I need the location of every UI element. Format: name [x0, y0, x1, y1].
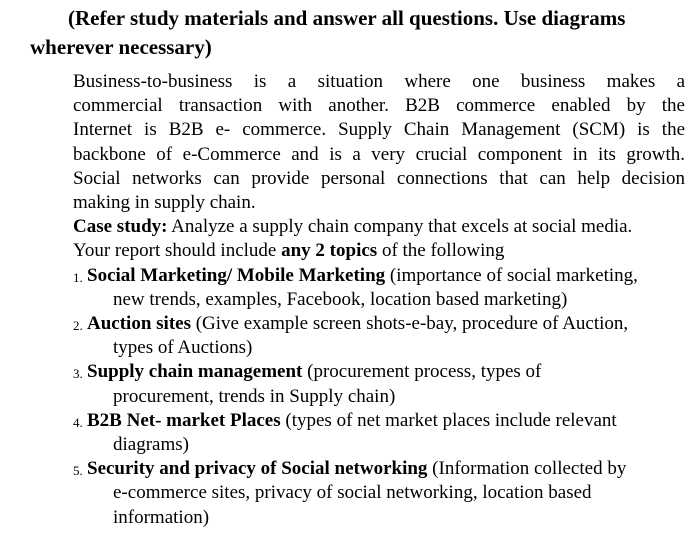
topic-detail-continued: new trends, examples, Facebook, location based marketing): [113, 288, 568, 310]
list-item: [73, 312, 685, 360]
case-study-label: Case study:: [73, 216, 168, 238]
intro-line: backbone of e-Commerce and is a very crucial component in its growth.: [73, 143, 685, 165]
topic-title: Social Marketing/ Mobile Marketing: [87, 264, 386, 286]
topic-detail-continued: procurement, trends in Supply chain): [113, 385, 396, 407]
list-item: [73, 264, 685, 312]
report-suffix: of the following: [377, 240, 505, 262]
topic-number: 2.: [73, 318, 83, 334]
list-item: [73, 457, 685, 530]
report-topic-count: any 2 topics: [281, 240, 378, 262]
intro-line: commercial transaction with another. B2B commerce enabled by the: [73, 95, 685, 117]
topic-detail: (importance of social marketing,: [385, 264, 638, 286]
topic-title: Security and privacy of Social networking: [87, 458, 428, 480]
instructions-line-2: wherever necessary): [30, 35, 212, 59]
topic-number: 3.: [73, 366, 83, 382]
case-study-line: [73, 215, 685, 239]
intro-paragraph: [73, 70, 685, 215]
report-prefix: Your report should include: [73, 240, 282, 262]
topic-detail: (Give example screen shots-e-bay, procedure of Auction,: [190, 313, 629, 335]
intro-line: Business-to-business is a situation where one business makes a: [73, 71, 685, 92]
intro-line: Social networks can provide personal connections that can help decision: [73, 167, 685, 189]
instructions-line-1: (Refer study materials and answer all questions. Use diagrams: [68, 6, 626, 30]
topic-detail-continued: types of Auctions): [113, 337, 253, 359]
list-item: [73, 409, 685, 457]
instructions-heading: [30, 4, 695, 62]
list-item: [73, 360, 685, 408]
case-study: [73, 215, 685, 263]
topic-number: 1.: [73, 269, 83, 285]
topic-number: 5.: [73, 463, 83, 479]
topic-detail-continued: diagrams): [113, 434, 189, 456]
topic-title: Supply chain management: [87, 361, 303, 383]
report-instruction: [73, 239, 685, 263]
topic-list: [73, 264, 685, 530]
topic-detail: (procurement process, types of: [302, 361, 542, 383]
topic-title: B2B Net- market Places: [87, 409, 281, 431]
topic-detail: (types of net market places include relevant: [280, 409, 617, 431]
topic-detail-continued: information): [113, 506, 210, 528]
intro-line: making in supply chain.: [73, 192, 256, 214]
question-body: [73, 70, 685, 530]
topic-title: Auction sites: [87, 313, 191, 335]
case-study-text: Analyze a supply chain company that excels at social media.: [167, 216, 633, 238]
topic-detail: (Information collected by: [427, 458, 627, 480]
intro-line: Internet is B2B e- commerce. Supply Chain Management (SCM) is the: [73, 119, 685, 141]
topic-detail-continued: e-commerce sites, privacy of social networking, location based: [113, 482, 592, 504]
topic-number: 4.: [73, 414, 83, 430]
